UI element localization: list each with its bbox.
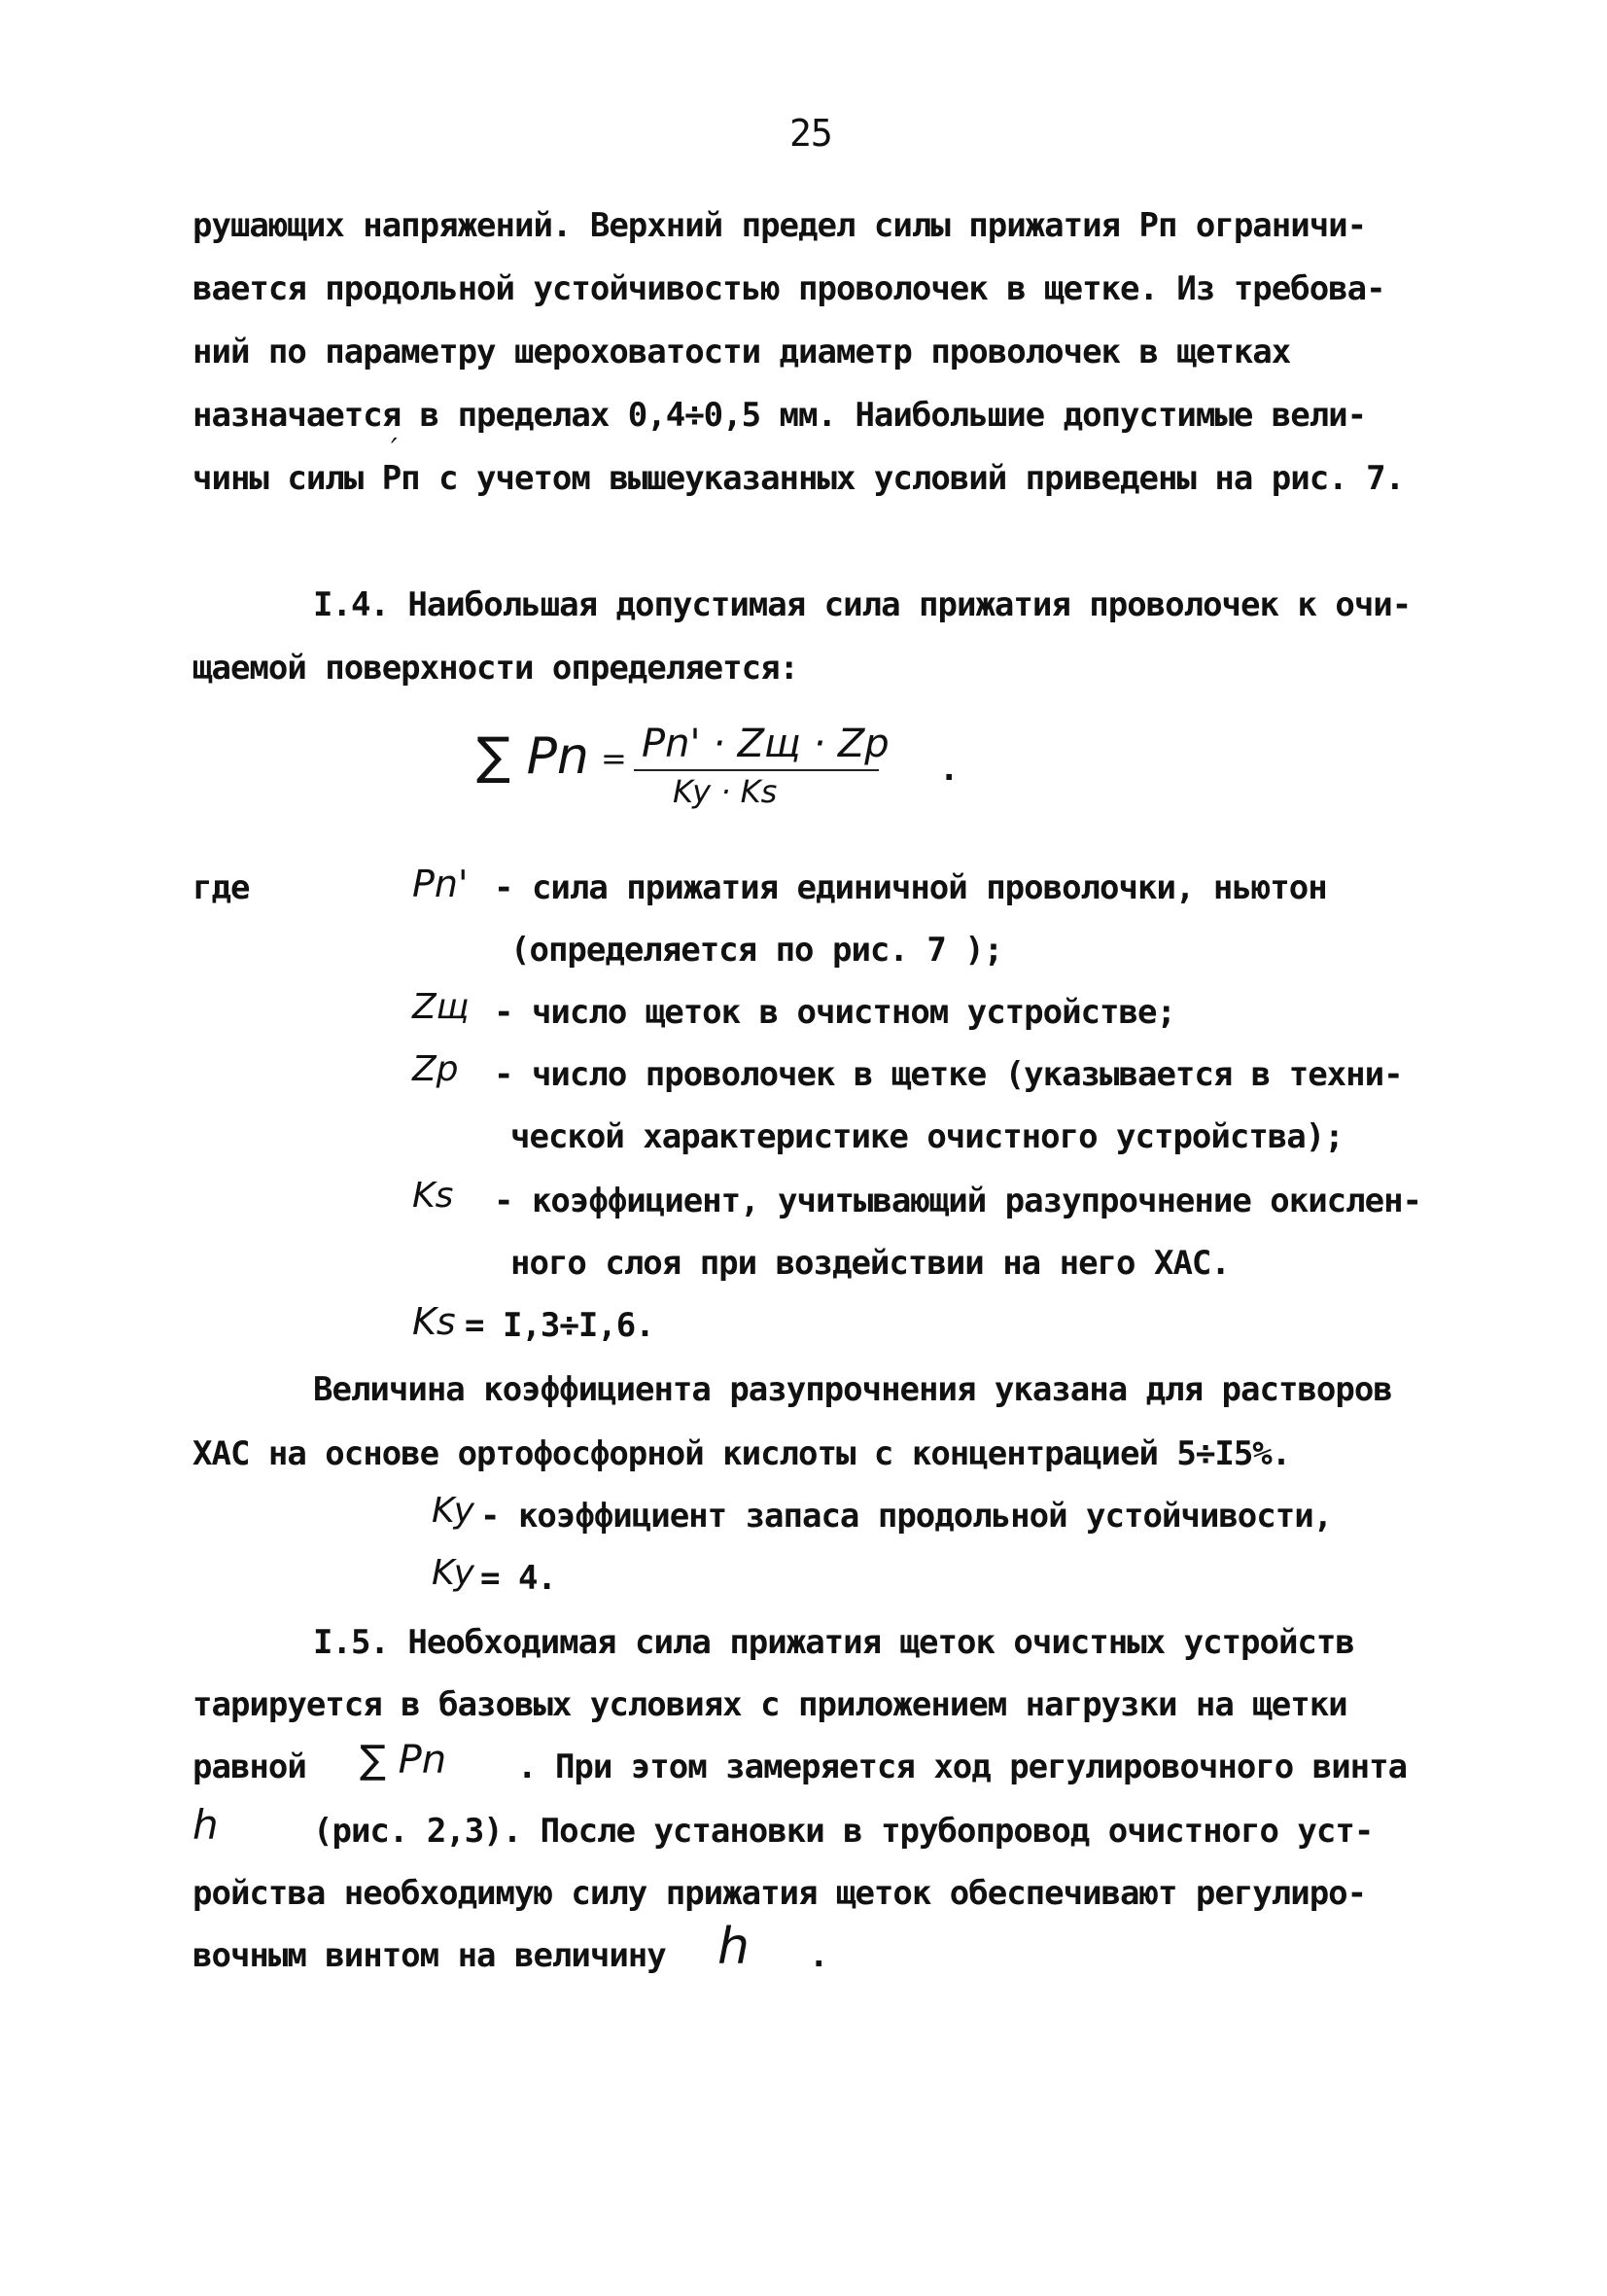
symbol-ky: Ky <box>432 1491 474 1531</box>
handwritten-accent-mark: ′ <box>391 433 398 467</box>
definition-text: - коэффициент, учитывающий разупрочнение окислен- <box>494 1182 1422 1220</box>
text-line: . При этом замеряется ход регулировочного винта <box>517 1748 1408 1786</box>
symbol-h: h <box>717 1918 750 1976</box>
definition-text: - сила прижатия единичной проволочки, ньютон <box>494 868 1327 907</box>
text-line: равной <box>192 1748 306 1786</box>
text-line: назначается в пределах 0,4÷0,5 мм. Наибольшие допустимые вели- <box>192 396 1367 435</box>
text-line: Величина коэффициента разупрочнения указана для растворов <box>313 1370 1392 1409</box>
definition-text: = I,3÷I,6. <box>465 1306 654 1345</box>
text-line: (рис. 2,3). После установки в трубопровод очистного уст- <box>313 1812 1374 1851</box>
text-line: ХАС на основе ортофосфорной кислоты с концентрацией 5÷I5%. <box>192 1434 1291 1473</box>
text-line: чины силы Рп с учетом вышеуказанных условий приведены на рис. 7. <box>192 459 1405 498</box>
text-line: тарируется в базовых условиях с приложением нагрузки на щетки <box>192 1685 1347 1724</box>
symbol-ks: Ks <box>412 1176 454 1216</box>
page-number: 25 <box>789 112 832 155</box>
text-line: щаемой поверхности определяется: <box>192 649 799 688</box>
formula-lhs: ∑ Pn <box>476 727 589 786</box>
text-line: ройства необходимую силу прижатия щеток обеспечивают регулиро- <box>192 1874 1367 1913</box>
symbol-ks: Ks <box>412 1300 456 1343</box>
formula-denominator: Ky · Ks <box>673 773 778 810</box>
definition-text: (определяется по рис. 7 ); <box>510 931 1003 970</box>
symbol-z-wires: Zp <box>412 1049 459 1089</box>
where-label: где <box>192 868 250 907</box>
symbol-pn-prime: Pn' <box>412 863 469 905</box>
text-line: вается продольной устойчивостью проволочек в щетке. Из требова- <box>192 269 1385 308</box>
symbol-ky: Ky <box>432 1553 474 1593</box>
definition-text: - число щеток в очистном устройстве; <box>494 993 1175 1032</box>
formula-end-dot: . <box>939 750 959 789</box>
definition-text: ного слоя при воздействии на него ХАС. <box>510 1244 1230 1283</box>
text-line: . <box>809 1936 828 1975</box>
text-line: рушающих напряжений. Верхний предел силы прижатия Рп ограничи- <box>192 206 1367 245</box>
symbol-z-brushes: Zщ <box>412 987 470 1027</box>
fraction-bar <box>634 769 879 771</box>
definition-text: = 4. <box>480 1559 556 1598</box>
text-line: I.5. Необходимая сила прижатия щеток очистных устройств <box>313 1623 1354 1662</box>
text-line: вочным винтом на величину <box>192 1936 666 1975</box>
formula-numerator: Pn' · Zщ · Zp <box>642 722 890 766</box>
text-line: ний по параметру шероховатости диаметр проволочек в щетках <box>192 333 1291 371</box>
symbol-sum-pn: ∑ Pn <box>360 1738 447 1783</box>
symbol-h: h <box>192 1801 219 1849</box>
definition-text: ческой характеристике очистного устройства); <box>510 1117 1344 1156</box>
definition-text: - коэффициент запаса продольной устойчивости, <box>480 1497 1333 1536</box>
text-line: I.4. Наибольшая допустимая сила прижатия проволочек к очи- <box>313 585 1412 624</box>
definition-text: - число проволочек в щетке (указывается в техни- <box>494 1055 1403 1094</box>
formula-equals: = <box>601 740 627 777</box>
